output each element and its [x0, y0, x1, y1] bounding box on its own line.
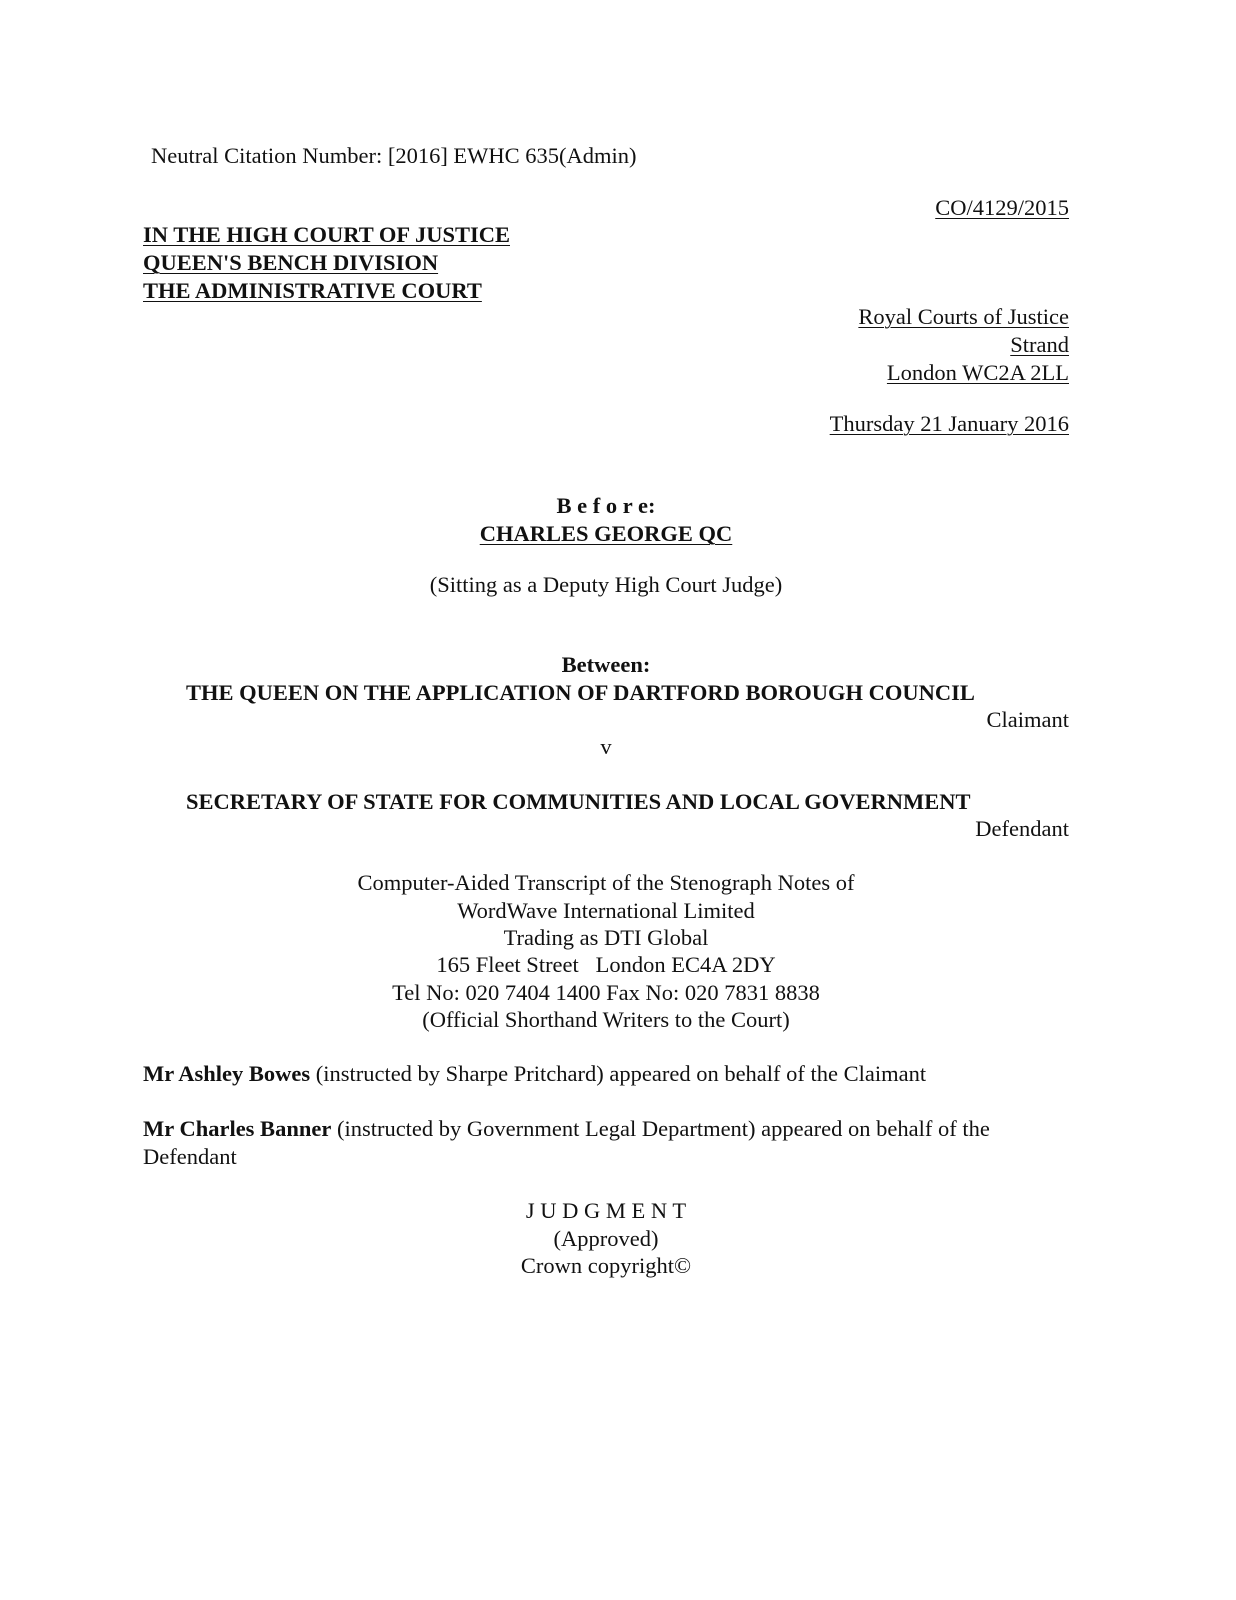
hearing-date: Thursday 21 January 2016	[829, 411, 1069, 436]
transcript-line: Tel No: 020 7404 1400 Fax No: 020 7831 8838	[392, 980, 820, 1005]
appearance-defendant	[143, 1115, 1043, 1171]
claimant-counsel: Mr Ashley Bowes	[143, 1061, 311, 1086]
court-division: QUEEN'S BENCH DIVISION	[143, 250, 439, 275]
judge-name-text: CHARLES GEORGE QC	[479, 521, 733, 546]
court-address-line: Strand	[1010, 332, 1069, 357]
claimant-role: Claimant	[986, 707, 1069, 732]
transcript-line: 165 Fleet Street London EC4A 2DY	[436, 952, 776, 977]
defendant-counsel-details: (instructed by Government Legal Department) appeared on behalf of the Defendant	[143, 1116, 990, 1169]
court-address-line: Royal Courts of Justice	[858, 304, 1069, 329]
transcript-line: Trading as DTI Global	[503, 925, 709, 950]
approved-note: (Approved)	[553, 1226, 659, 1251]
between-label: Between:	[561, 652, 651, 677]
judgment-label: J U D G M E N T	[525, 1198, 687, 1223]
versus: v	[600, 734, 612, 759]
court-address-line: London WC2A 2LL	[886, 360, 1069, 385]
defendant-role: Defendant	[975, 816, 1069, 841]
defendant-name: SECRETARY OF STATE FOR COMMUNITIES AND LOCAL GOVERNMENT	[186, 789, 971, 814]
claimant-name: THE QUEEN ON THE APPLICATION OF DARTFORD BOROUGH COUNCIL	[186, 680, 975, 705]
judge-name	[143, 520, 1069, 548]
sitting-as: (Sitting as a Deputy High Court Judge)	[429, 572, 783, 597]
case-number: CO/4129/2015	[935, 195, 1069, 220]
copyright-note: Crown copyright©	[520, 1253, 692, 1278]
claimant-counsel-details: (instructed by Sharpe Pritchard) appeared on behalf of the Claimant	[310, 1061, 927, 1086]
before-label: B e f o r e:	[556, 493, 656, 518]
transcript-line: Computer-Aided Transcript of the Stenograph Notes of	[357, 870, 855, 895]
appearance-claimant	[143, 1060, 926, 1088]
court-name: IN THE HIGH COURT OF JUSTICE	[143, 222, 510, 247]
neutral-citation: Neutral Citation Number: [2016] EWHC 635(Admin)	[151, 143, 637, 168]
court-section: THE ADMINISTRATIVE COURT	[143, 278, 482, 303]
transcript-line: WordWave International Limited	[457, 898, 755, 923]
transcript-line: (Official Shorthand Writers to the Court)	[422, 1007, 790, 1032]
defendant-counsel: Mr Charles Banner	[143, 1116, 332, 1141]
